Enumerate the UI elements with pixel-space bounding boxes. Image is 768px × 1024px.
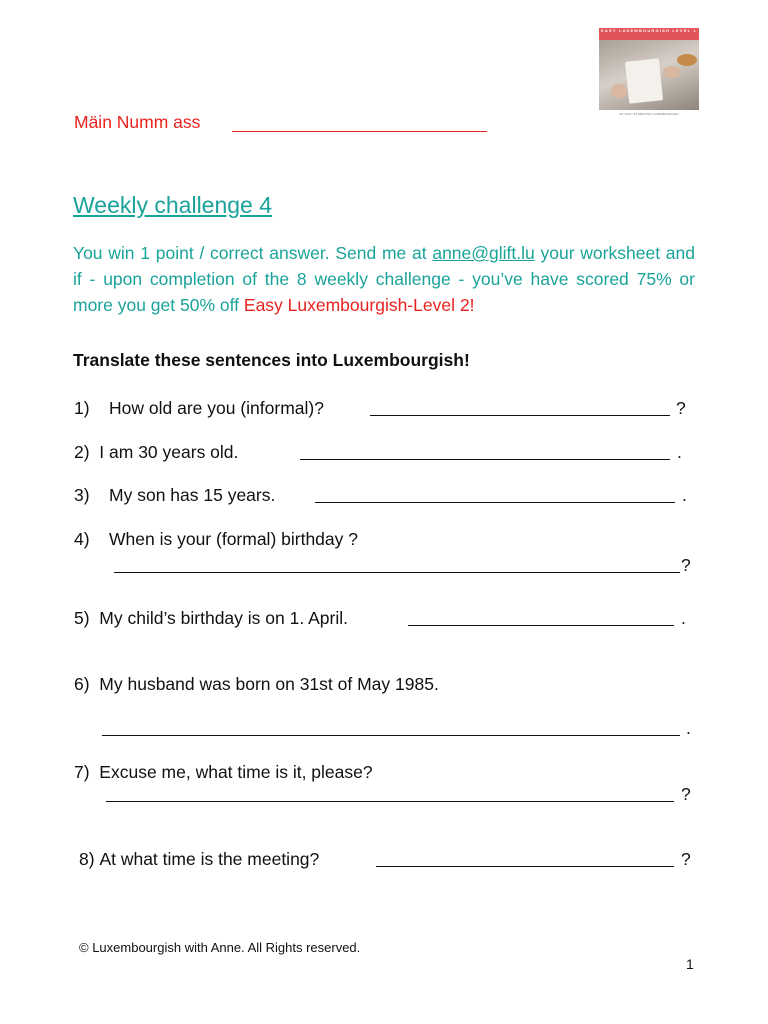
- answer-line-6[interactable]: [102, 735, 680, 736]
- name-label: Mäin Numm ass: [74, 112, 201, 132]
- question-number: 7): [74, 762, 90, 782]
- question-text: When is your (formal) birthday ?: [109, 529, 358, 549]
- question-number: 1): [74, 398, 90, 418]
- answer-line-7[interactable]: [106, 801, 674, 802]
- question-text: My husband was born on 31st of May 1985.: [99, 674, 439, 694]
- answer-line-4[interactable]: [114, 572, 680, 573]
- cover-photo: [599, 40, 699, 110]
- question-6-end: .: [686, 718, 691, 738]
- email-link[interactable]: anne@glift.lu: [432, 243, 535, 263]
- product-name: Easy Luxembourgish-Level 2: [243, 295, 470, 315]
- page-number: 1: [686, 956, 694, 972]
- intro-part1: You win 1 point / correct answer. Send me at: [73, 243, 433, 263]
- question-text: I am 30 years old.: [99, 442, 239, 462]
- copyright-text: © Luxembourgish with Anne. All Rights reserved.: [79, 940, 361, 955]
- question-text: My child’s birthday is on 1. April.: [99, 608, 348, 628]
- intro-paragraph: [73, 240, 695, 318]
- question-text: How old are you (informal)?: [109, 398, 324, 418]
- cover-footer-text: MY DAILY 10 MINUTES LUXEMBOURGISH: [599, 110, 699, 118]
- question-number: 2): [74, 442, 90, 462]
- cover-title-band: EASY LUXEMBOURGISH LEVEL 1: [599, 28, 699, 40]
- question-5-end: .: [681, 608, 686, 628]
- book-cover-image: [599, 28, 699, 118]
- answer-line-2[interactable]: [300, 459, 670, 460]
- question-number: 4): [74, 529, 90, 549]
- question-6: [74, 674, 439, 694]
- answer-line-8[interactable]: [376, 866, 674, 867]
- instruction-heading: Translate these sentences into Luxembourgish!: [73, 350, 470, 370]
- question-4-end: ?: [681, 555, 691, 575]
- question-text: Excuse me, what time is it, please?: [99, 762, 373, 782]
- question-8: [79, 849, 319, 869]
- question-3-end: .: [682, 485, 687, 505]
- question-4: [74, 529, 358, 549]
- answer-line-5[interactable]: [408, 625, 674, 626]
- question-1: [74, 398, 324, 418]
- question-text: My son has 15 years.: [109, 485, 276, 505]
- question-8-end: ?: [681, 849, 691, 869]
- intro-part3: !: [469, 295, 475, 315]
- question-3: [74, 485, 275, 505]
- question-number: 5): [74, 608, 90, 628]
- question-text: At what time is the meeting?: [99, 849, 320, 869]
- question-number: 8): [79, 849, 95, 869]
- answer-line-1[interactable]: [370, 415, 670, 416]
- question-number: 3): [74, 485, 90, 505]
- question-7-end: ?: [681, 784, 691, 804]
- page-title: Weekly challenge 4: [73, 192, 273, 218]
- question-1-end: ?: [676, 398, 686, 418]
- question-number: 6): [74, 674, 90, 694]
- answer-line-3[interactable]: [315, 502, 675, 503]
- question-2: [74, 442, 238, 462]
- name-field[interactable]: [232, 131, 487, 132]
- question-2-end: .: [677, 442, 682, 462]
- question-5: [74, 608, 348, 628]
- question-7: [74, 762, 373, 782]
- intro-part2: your worksheet and if - upon completion of the 8 weekly challenge - you’ve have scored 75% or more you get 50% off: [73, 243, 695, 315]
